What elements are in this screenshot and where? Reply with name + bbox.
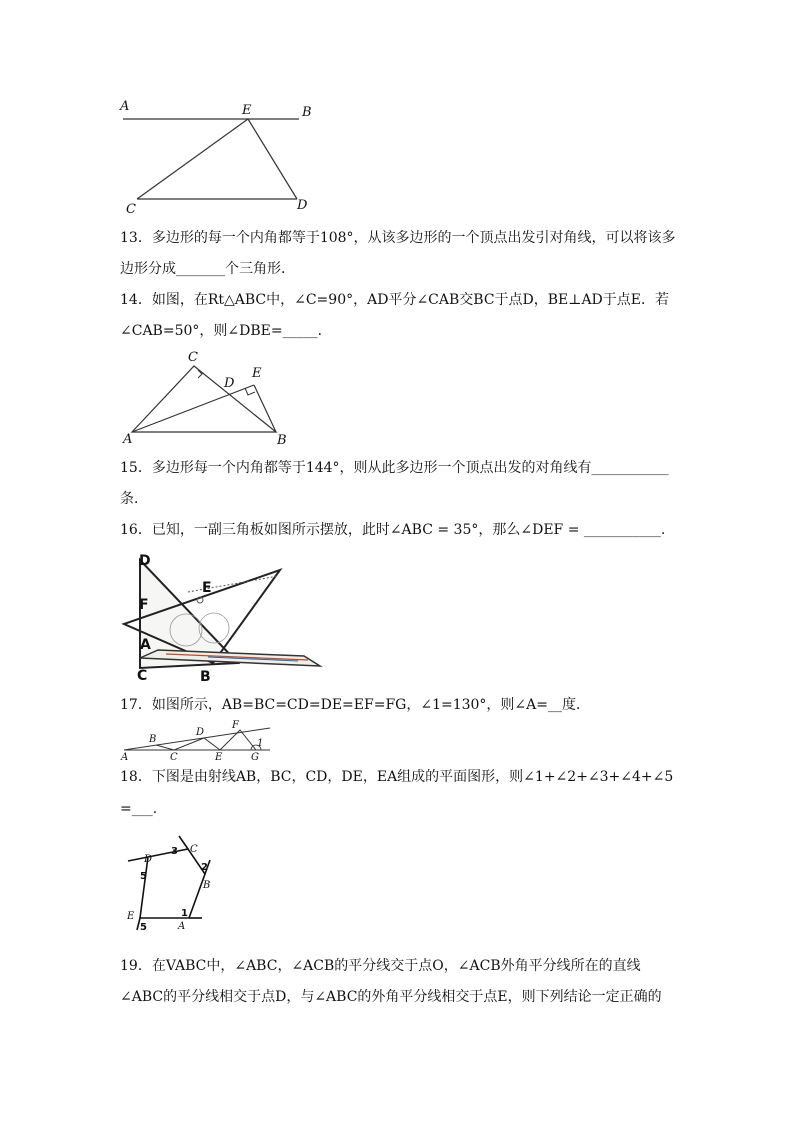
fig18-label-d: D: [144, 854, 153, 865]
fig17-label-g: G: [251, 752, 259, 762]
fig12-label-b: B: [302, 105, 312, 120]
fig18-label-a: A: [178, 921, 186, 932]
q16-line-1: 16．已知，一副三角板如图所示摆放，此时∠ABC = 35°，那么∠DEF = ___________.: [120, 522, 666, 538]
q13-line-1: 13．多边形的每一个内角都等于108°，从该多边形的一个顶点出发引对角线，可以将该多: [120, 230, 676, 246]
fig16-label-e: E: [202, 580, 212, 596]
fig16-label-a: A: [140, 637, 151, 653]
fig12-label-a: A: [120, 99, 130, 114]
fig14-label-c: C: [188, 350, 198, 365]
fig18-label-c: C: [190, 844, 198, 855]
fig17-label-b: B: [149, 734, 157, 745]
q13-line-2: 边形分成_______个三角形．: [120, 261, 295, 277]
fig17-label-d: D: [196, 727, 205, 738]
fig18-label-e: E: [127, 911, 135, 922]
fig14-label-d: D: [224, 376, 235, 391]
q14-line-1: 14．如图，在Rt△ABC中，∠C=90°，AD平分∠CAB交BC于点D，BE⊥AD于点E．若: [120, 292, 669, 308]
figure-pentagon-rays: [118, 830, 218, 935]
q14-line-2: ∠CAB=50°，则∠DBE=_____．: [120, 323, 332, 339]
q19-line-1: 19．在VABC中，∠ABC，∠ACB的平分线交于点O，∠ACB外角平分线所在的直线: [120, 958, 641, 974]
fig12-label-c: C: [126, 202, 136, 217]
fig14-label-b: B: [277, 433, 287, 447]
fig17-label-a: A: [121, 752, 129, 762]
fig17-label-e: E: [215, 752, 223, 762]
fig16-label-b: B: [200, 669, 211, 683]
fig18-label-angle-4: 5: [140, 871, 147, 882]
figure-set-squares: [118, 548, 328, 683]
fig18-label-b: B: [203, 880, 211, 891]
q15-line-2: 条．: [120, 491, 148, 507]
figure-line-ab-triangle-ecd: [115, 95, 330, 220]
figure-right-triangle-bisector: [118, 347, 298, 447]
fig17-label-c: C: [170, 752, 178, 762]
figure-zigzag-segments: [118, 717, 278, 762]
fig12-label-e: E: [242, 103, 252, 118]
fig16-label-d: D: [139, 553, 151, 569]
fig16-label-f: F: [139, 597, 149, 613]
fig18-label-angle-2: 2: [201, 862, 208, 873]
q18-line-2: =___.: [120, 801, 158, 817]
fig17-label-angle-1: 1: [257, 738, 264, 749]
q17-line-1: 17．如图所示，AB=BC=CD=DE=EF=FG，∠1=130°，则∠A=__度．: [120, 697, 590, 713]
fig18-label-angle-3: 3: [171, 846, 178, 857]
fig18-label-angle-5: 5: [140, 922, 147, 933]
q18-line-1: 18．下图是由射线AB，BC，CD，DE，EA组成的平面图形，则∠1+∠2+∠3+∠4+∠5: [120, 769, 674, 785]
fig18-label-angle-1: 1: [181, 908, 188, 919]
fig12-label-d: D: [297, 198, 308, 213]
fig17-label-f: F: [232, 720, 239, 731]
fig14-label-a: A: [123, 432, 133, 447]
q15-line-1: 15．多边形每一个内角都等于144°，则从此多边形一个顶点出发的对角线有___________: [120, 460, 669, 476]
q19-line-2: ∠ABC的平分线相交于点D，与∠ABC的外角平分线相交于点E，则下列结论一定正确的: [120, 989, 662, 1005]
fig16-label-c: C: [137, 668, 148, 683]
fig14-label-e: E: [252, 366, 262, 381]
